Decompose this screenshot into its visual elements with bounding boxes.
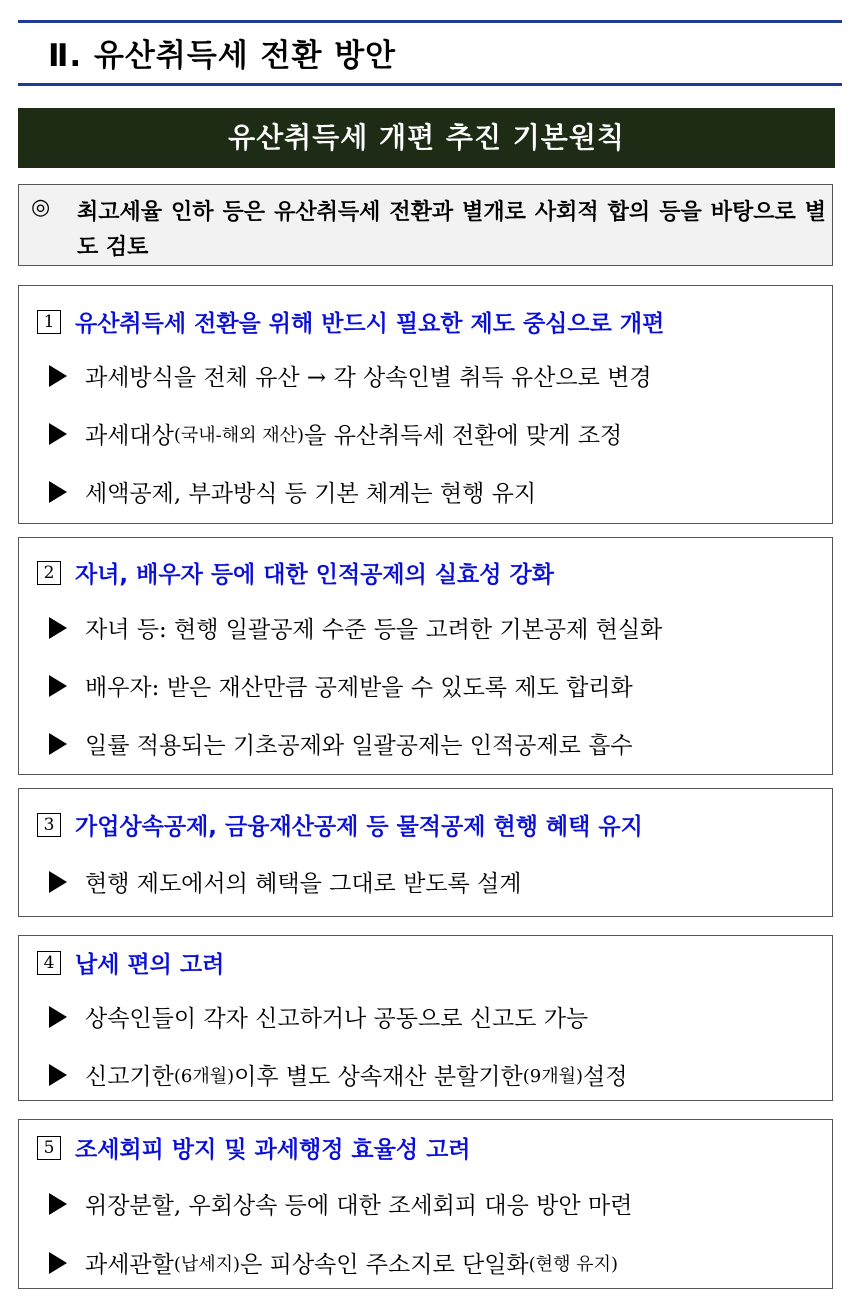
item-note: (현행 유지) bbox=[528, 1253, 618, 1275]
list-item bbox=[49, 475, 828, 508]
triangle-bullet-icon bbox=[49, 481, 67, 503]
item-text: 신고기한 bbox=[85, 1064, 174, 1090]
principle-heading-4 bbox=[37, 946, 224, 979]
note-text: 최고세율 인하 등은 유산취득세 전환과 별개로 사회적 합의 등을 바탕으로 별도 검토 bbox=[77, 200, 826, 260]
item-text: 자녀 등: 현행 일괄공제 수준 등을 고려한 기본공제 현실화 bbox=[85, 617, 663, 643]
list-item bbox=[49, 1246, 828, 1279]
principle-box-3 bbox=[18, 788, 833, 917]
item-text: 은 피상속인 주소지로 단일화 bbox=[240, 1252, 529, 1278]
triangle-bullet-icon bbox=[49, 617, 67, 639]
item-text: 현행 제도에서의 혜택을 그대로 받도록 설계 bbox=[85, 871, 522, 897]
list-item bbox=[49, 1058, 828, 1091]
principle-box-2 bbox=[18, 537, 833, 775]
number-badge: 1 bbox=[37, 310, 61, 334]
list-item bbox=[49, 727, 828, 760]
principle-box-5 bbox=[18, 1119, 833, 1289]
bottom-rule bbox=[18, 83, 842, 86]
triangle-bullet-icon bbox=[49, 365, 67, 387]
principle-heading-5 bbox=[37, 1131, 471, 1164]
heading-text: 가업상속공제, 금융재산공제 등 물적공제 현행 혜택 유지 bbox=[75, 814, 643, 840]
principle-box-4 bbox=[18, 935, 833, 1101]
triangle-bullet-icon bbox=[49, 675, 67, 697]
top-rule bbox=[18, 20, 842, 23]
principle-box-1 bbox=[18, 285, 833, 524]
triangle-bullet-icon bbox=[49, 1006, 67, 1028]
triangle-bullet-icon bbox=[49, 1064, 67, 1086]
item-text: 위장분할, 우회상속 등에 대한 조세회피 대응 방안 마련 bbox=[85, 1193, 633, 1219]
item-text: 과세대상 bbox=[85, 423, 174, 449]
item-text: 세액공제, 부과방식 등 기본 체계는 현행 유지 bbox=[85, 481, 537, 507]
item-text: 설정 bbox=[583, 1064, 628, 1090]
list-item bbox=[49, 417, 828, 450]
item-note: (납세지) bbox=[173, 1253, 241, 1275]
heading-text: 자녀, 배우자 등에 대한 인적공제의 실효성 강화 bbox=[75, 562, 554, 588]
item-text: 일률 적용되는 기초공제와 일괄공제는 인적공제로 흡수 bbox=[85, 733, 633, 759]
item-text: 배우자: 받은 재산만큼 공제받을 수 있도록 제도 합리화 bbox=[85, 675, 633, 701]
principle-heading-2 bbox=[37, 556, 554, 589]
item-text: 과세방식을 전체 유산 → 각 상속인별 취득 유산으로 변경 bbox=[85, 365, 652, 391]
section-title: Ⅱ. 유산취득세 전환 방안 bbox=[48, 38, 397, 74]
number-badge: 2 bbox=[37, 561, 61, 585]
heading-text: 조세회피 방지 및 과세행정 효율성 고려 bbox=[75, 1137, 471, 1163]
item-note: (국내-해외 재산) bbox=[173, 424, 305, 446]
principle-heading-1 bbox=[37, 305, 664, 338]
heading-text: 납세 편의 고려 bbox=[75, 952, 225, 978]
principle-heading-3 bbox=[37, 808, 643, 841]
triangle-bullet-icon bbox=[49, 1193, 67, 1215]
number-badge: 5 bbox=[37, 1136, 61, 1160]
triangle-bullet-icon bbox=[49, 1252, 67, 1274]
double-circle-icon: ◎ bbox=[31, 195, 51, 220]
item-note: (9개월) bbox=[522, 1065, 583, 1087]
number-badge: 3 bbox=[37, 813, 61, 837]
triangle-bullet-icon bbox=[49, 871, 67, 893]
list-item bbox=[49, 669, 828, 702]
heading-text: 유산취득세 전환을 위해 반드시 필요한 제도 중심으로 개편 bbox=[75, 311, 665, 337]
item-text: 을 유산취득세 전환에 맞게 조정 bbox=[304, 423, 623, 449]
triangle-bullet-icon bbox=[49, 423, 67, 445]
item-note: (6개월) bbox=[173, 1065, 235, 1087]
number-badge: 4 bbox=[37, 951, 61, 975]
principles-banner: 유산취득세 개편 추진 기본원칙 bbox=[18, 108, 835, 168]
item-text: 상속인들이 각자 신고하거나 공동으로 신고도 가능 bbox=[85, 1006, 589, 1032]
item-text: 이후 별도 상속재산 분할기한 bbox=[234, 1064, 523, 1090]
list-item bbox=[49, 359, 828, 392]
list-item bbox=[49, 1000, 828, 1033]
item-text: 과세관할 bbox=[85, 1252, 174, 1278]
list-item bbox=[49, 611, 828, 644]
list-item bbox=[49, 865, 828, 898]
triangle-bullet-icon bbox=[49, 733, 67, 755]
note-box bbox=[18, 184, 833, 266]
list-item bbox=[49, 1187, 828, 1220]
